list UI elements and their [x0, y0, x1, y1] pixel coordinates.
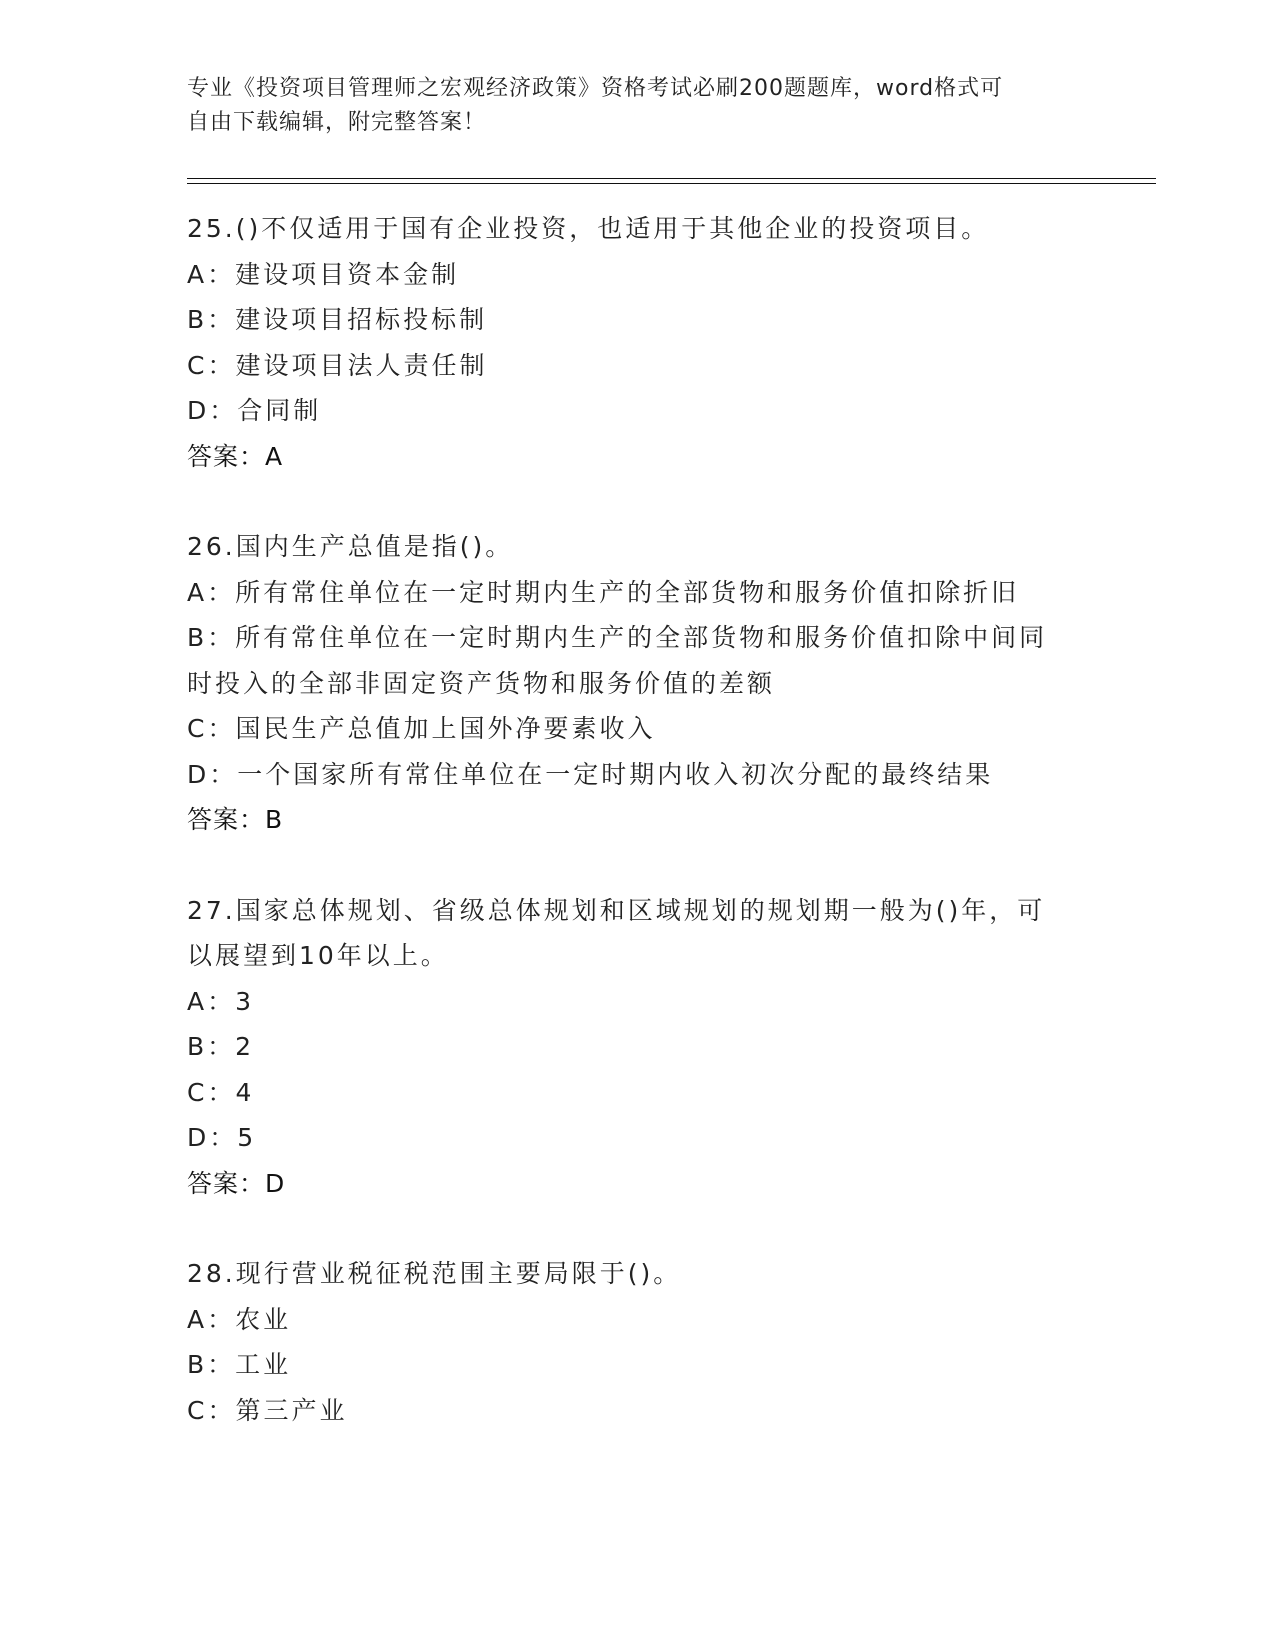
- question-stem: 27.国家总体规划、省级总体规划和区域规划的规划期一般为()年，可: [187, 895, 1046, 925]
- answer-option: B：建设项目招标投标制: [187, 305, 488, 334]
- question-item: [187, 1251, 1087, 1433]
- answer-option: D：合同制: [187, 396, 322, 425]
- question-item: [187, 206, 1087, 479]
- title-line-1: 专业《投资项目管理师之宏观经济政策》资格考试必刷200题题库，word格式可: [187, 76, 1004, 101]
- header-divider-top: [187, 178, 1156, 179]
- answer-option: B：所有常住单位在一定时期内生产的全部货物和服务价值扣除中间同: [187, 623, 1048, 652]
- question-stem: 28.现行营业税征税范围主要局限于()。: [187, 1259, 682, 1288]
- answer-option: C：建设项目法人责任制: [187, 350, 488, 380]
- question-list: [187, 206, 1087, 1478]
- title-line-2: 自由下载编辑，附完整答案！: [187, 110, 487, 135]
- answer-option: A：建设项目资本金制: [187, 259, 460, 289]
- question-item: [187, 524, 1087, 843]
- answer-option: 时投入的全部非固定资产货物和服务价值的差额: [187, 668, 776, 698]
- answer-option: B：工业: [187, 1350, 292, 1379]
- answer-option: D：5: [187, 1123, 257, 1152]
- answer-option: C：4: [187, 1077, 255, 1107]
- header-divider-bottom: [187, 183, 1156, 184]
- answer-key: 答案：B: [187, 805, 284, 834]
- answer-option: C：国民生产总值加上国外净要素收入: [187, 714, 656, 743]
- question-stem: 25.()不仅适用于国有企业投资，也适用于其他企业的投资项目。: [187, 214, 990, 243]
- answer-option: A：农业: [187, 1304, 292, 1334]
- question-stem: 以展望到10年以上。: [187, 941, 449, 970]
- answer-option: D：一个国家所有常住单位在一定时期内收入初次分配的最终结果: [187, 759, 994, 789]
- answer-option: A：所有常住单位在一定时期内生产的全部货物和服务价值扣除折旧: [187, 577, 1020, 607]
- answer-key: 答案：A: [187, 441, 284, 471]
- answer-option: B：2: [187, 1032, 255, 1061]
- document-title: [187, 72, 1087, 140]
- answer-option: A：3: [187, 986, 255, 1016]
- answer-key: 答案：D: [187, 1168, 286, 1198]
- answer-option: C：第三产业: [187, 1395, 348, 1425]
- question-stem: 26.国内生产总值是指()。: [187, 532, 514, 561]
- question-item: [187, 888, 1087, 1207]
